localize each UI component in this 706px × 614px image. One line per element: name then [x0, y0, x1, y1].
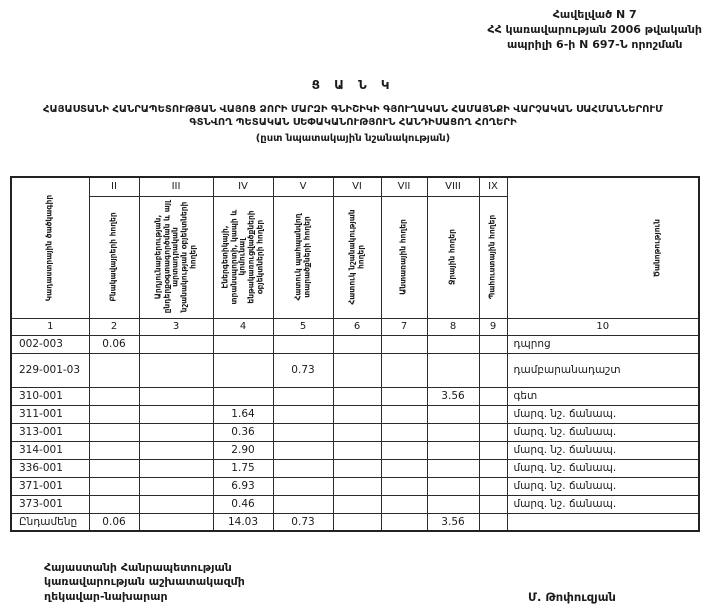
value-cell: [139, 477, 213, 495]
value-cell: 1.64: [213, 405, 273, 423]
col-header-reserve-lands-label: Պահուստային հողեր: [487, 214, 497, 300]
roman-numeral-v: V: [273, 177, 333, 196]
col-header-special-purpose-lands-label: Հատուկ նշանակության հողեր: [347, 209, 365, 305]
col-number-1: 1: [11, 318, 89, 335]
roman-numeral-viii: VIII: [427, 177, 479, 196]
note-cell: մարզ. նշ. ճանապ.: [507, 459, 699, 477]
value-cell: [427, 477, 479, 495]
table-row: [11, 387, 699, 405]
total-value-cell: [139, 513, 213, 531]
value-cell: [479, 423, 507, 441]
value-cell: [89, 405, 139, 423]
value-cell: 0.46: [213, 495, 273, 513]
value-cell: [333, 495, 381, 513]
total-note-cell: [507, 513, 699, 531]
appendix-line-2: ՀՀ կառավարության 2006 թվականի: [487, 22, 702, 36]
value-cell: [139, 441, 213, 459]
total-value-cell: [479, 513, 507, 531]
roman-numeral-ix: IX: [479, 177, 507, 196]
cadastral-code-cell: 310-001: [11, 387, 89, 405]
note-cell: գետ: [507, 387, 699, 405]
value-cell: [333, 387, 381, 405]
col-header-note: [507, 177, 699, 318]
value-cell: 0.36: [213, 423, 273, 441]
value-cell: [273, 423, 333, 441]
table-row: [11, 495, 699, 513]
roman-numeral-vi: VI: [333, 177, 381, 196]
value-cell: [89, 353, 139, 387]
total-row: [11, 513, 699, 531]
value-cell: [139, 387, 213, 405]
table-row: [11, 335, 699, 353]
value-cell: [273, 477, 333, 495]
cadastral-code-cell: 311-001: [11, 405, 89, 423]
value-cell: [479, 495, 507, 513]
col-header-water-lands-label: Ջրային հողեր: [447, 229, 457, 285]
table-row: [11, 423, 699, 441]
col-header-industrial-lands-label: Արդյունաբերության, ընդերքօգտագործման և այլ արտադրական նշանակության օբյեկտների հողեր: [153, 200, 197, 314]
table-row: [11, 441, 699, 459]
value-cell: [333, 335, 381, 353]
note-cell: մարզ. նշ. ճանապ.: [507, 405, 699, 423]
col-header-infrastructure-lands: [213, 196, 273, 318]
value-cell: [333, 459, 381, 477]
note-cell: մարզ. նշ. ճանապ.: [507, 495, 699, 513]
value-cell: [333, 441, 381, 459]
note-cell: դամբարանադաշտ: [507, 353, 699, 387]
cadastral-code-cell: 371-001: [11, 477, 89, 495]
cadastral-code-cell: 314-001: [11, 441, 89, 459]
appendix-line-1: Հավելված N 7: [552, 8, 637, 21]
value-cell: [139, 423, 213, 441]
roman-numeral-iv: IV: [213, 177, 273, 196]
cadastral-code-cell: 229-001-03: [11, 353, 89, 387]
value-cell: [427, 495, 479, 513]
col-header-cadastral-code: [11, 177, 89, 318]
value-cell: [333, 477, 381, 495]
col-header-note-label: Ծանոթություն: [652, 218, 662, 277]
cadastral-code-cell: 313-001: [11, 423, 89, 441]
roman-numeral-row: [11, 177, 699, 196]
note-cell: մարզ. նշ. ճանապ.: [507, 477, 699, 495]
total-value-cell: 14.03: [213, 513, 273, 531]
value-cell: [139, 495, 213, 513]
value-cell: [381, 477, 427, 495]
value-cell: [139, 459, 213, 477]
value-cell: [479, 335, 507, 353]
value-cell: [273, 387, 333, 405]
table-row: [11, 405, 699, 423]
col-header-special-purpose-lands: [333, 196, 381, 318]
cadastral-code-cell: 002-003: [11, 335, 89, 353]
document-subtitle: (ըստ նպատակային նշանակության): [255, 133, 451, 144]
value-cell: [333, 405, 381, 423]
cadastral-code-cell: 336-001: [11, 459, 89, 477]
value-cell: [427, 423, 479, 441]
value-cell: [213, 353, 273, 387]
value-cell: [273, 459, 333, 477]
value-cell: [139, 353, 213, 387]
col-header-protected-lands: [273, 196, 333, 318]
roman-numeral-vii: VII: [381, 177, 427, 196]
col-header-protected-lands-label: Հատուկ պահպանվող տարածքների հողեր: [293, 213, 311, 301]
value-cell: [333, 423, 381, 441]
roman-numeral-iii: III: [139, 177, 213, 196]
total-value-cell: 0.06: [89, 513, 139, 531]
list-heading: Ց Ա Ն Կ: [311, 78, 395, 92]
signatory-title-line-2: կառավարության աշխատակազմի: [44, 575, 245, 589]
value-cell: [89, 441, 139, 459]
col-number-4: 4: [213, 318, 273, 335]
value-cell: 6.93: [213, 477, 273, 495]
value-cell: [479, 405, 507, 423]
value-cell: 2.90: [213, 441, 273, 459]
land-parcels-table: [10, 176, 700, 532]
note-cell: մարզ. նշ. ճանապ.: [507, 441, 699, 459]
value-cell: 0.06: [89, 335, 139, 353]
col-number-10: 10: [507, 318, 699, 335]
appendix-line-3: ապրիլի 6-ի N 697-Ն որոշման: [506, 37, 683, 51]
total-value-cell: 3.56: [427, 513, 479, 531]
table-row: [11, 477, 699, 495]
value-cell: [273, 495, 333, 513]
signatory-title-block: [44, 561, 245, 604]
value-cell: [89, 423, 139, 441]
value-cell: [479, 477, 507, 495]
note-cell: մարզ. նշ. ճանապ.: [507, 423, 699, 441]
value-cell: [381, 459, 427, 477]
value-cell: [89, 387, 139, 405]
value-cell: [273, 405, 333, 423]
col-header-reserve-lands: [479, 196, 507, 318]
value-cell: [381, 405, 427, 423]
value-cell: [139, 335, 213, 353]
signatory-title-line-1: Հայաստանի Հանրապետության: [44, 561, 232, 574]
column-number-row: [11, 318, 699, 335]
col-header-settlement-lands-label: Բնակավայրերի հողեր: [108, 212, 118, 302]
value-cell: [427, 335, 479, 353]
value-cell: [427, 405, 479, 423]
col-number-8: 8: [427, 318, 479, 335]
value-cell: [427, 459, 479, 477]
value-cell: [479, 353, 507, 387]
value-cell: [381, 353, 427, 387]
value-cell: [139, 405, 213, 423]
col-header-industrial-lands: [139, 196, 213, 318]
signatory-name: Մ. Թոփուզյան: [528, 590, 616, 604]
value-cell: [479, 459, 507, 477]
value-cell: [381, 441, 427, 459]
value-cell: 3.56: [427, 387, 479, 405]
value-cell: [381, 495, 427, 513]
col-header-cadastral-code-label: Կադաստրային ծածկագիր: [44, 194, 54, 301]
value-cell: [479, 441, 507, 459]
value-cell: [89, 477, 139, 495]
table-row: [11, 459, 699, 477]
total-value-cell: 0.73: [273, 513, 333, 531]
value-cell: [273, 441, 333, 459]
col-number-7: 7: [381, 318, 427, 335]
col-header-infrastructure-lands-label: Էներգետիկայի, տրանսպորտի, կապի և կոմունալ ենթակառուցվածքների օբյեկտների հողեր: [220, 209, 264, 305]
col-number-3: 3: [139, 318, 213, 335]
signatory-title-line-3: ղեկավար-նախարար: [44, 589, 168, 603]
value-cell: [381, 387, 427, 405]
cadastral-code-cell: 373-001: [11, 495, 89, 513]
col-header-settlement-lands: [89, 196, 139, 318]
col-number-6: 6: [333, 318, 381, 335]
col-header-forest-lands: [381, 196, 427, 318]
value-cell: [213, 387, 273, 405]
value-cell: [427, 441, 479, 459]
value-cell: [381, 423, 427, 441]
rotated-wrap: [508, 178, 699, 318]
rotated-wrap: [12, 178, 89, 318]
value-cell: [427, 353, 479, 387]
roman-numeral-ii: II: [89, 177, 139, 196]
value-cell: [89, 459, 139, 477]
col-header-water-lands: [427, 196, 479, 318]
table-row: [11, 353, 699, 387]
value-cell: [89, 495, 139, 513]
value-cell: [213, 335, 273, 353]
note-cell: դպրոց: [507, 335, 699, 353]
col-header-forest-lands-label: Անտառային հողեր: [398, 219, 408, 295]
value-cell: [479, 387, 507, 405]
col-number-5: 5: [273, 318, 333, 335]
value-cell: 0.73: [273, 353, 333, 387]
total-value-cell: [381, 513, 427, 531]
value-cell: [273, 335, 333, 353]
col-number-9: 9: [479, 318, 507, 335]
col-number-2: 2: [89, 318, 139, 335]
document-title: ՀԱՅԱՍՏԱՆԻ ՀԱՆՐԱՊԵՏՈՒԹՅԱՆ ՎԱՅՈՑ ՁՈՐԻ ՄԱՐԶԻ ԳՆԻՇԻԿԻ ԳՅՈՒՂԱԿԱՆ ՀԱՄԱՅՆՔԻ ՎԱՐՉԱԿԱՆ ՍԱՀՄԱՆՆԵՐՈՒՄ ԳՏՆՎՈՂ ՊԵՏԱԿԱՆ ՍԵՓԱԿԱՆՈՒԹՅՈՒՆ ՀԱՆԴԻՍԱՑՈՂ ՀՈՂԵՐԻ: [43, 104, 663, 128]
value-cell: [381, 335, 427, 353]
value-cell: [333, 353, 381, 387]
total-label-cell: Ընդամենը: [11, 513, 89, 531]
appendix-header: [487, 8, 702, 53]
total-value-cell: [333, 513, 381, 531]
value-cell: 1.75: [213, 459, 273, 477]
